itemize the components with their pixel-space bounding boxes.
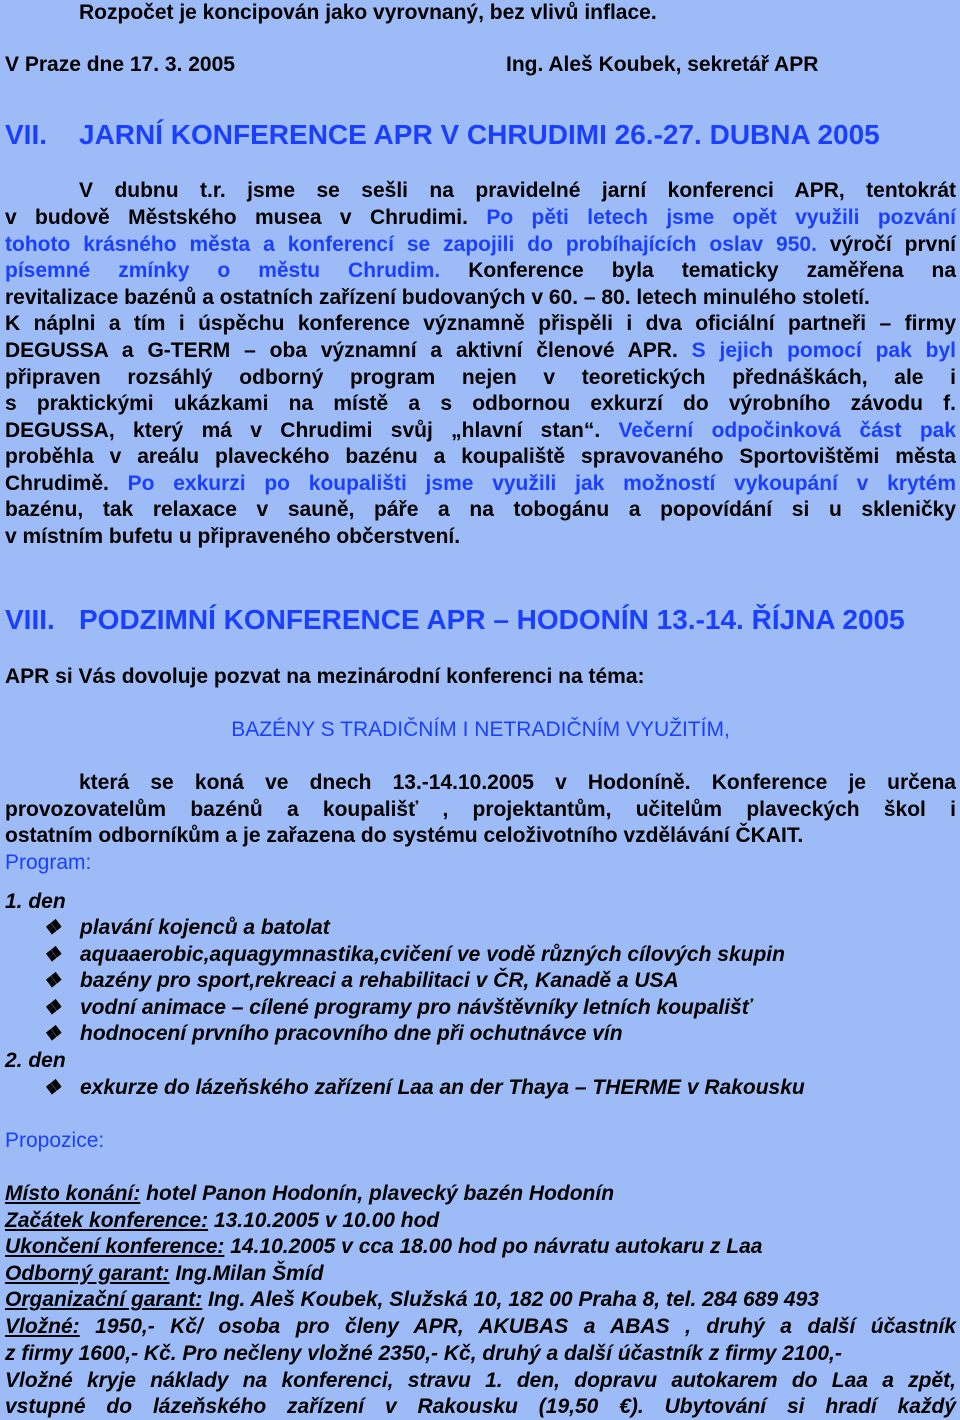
fee-line: Vložné kryje náklady na konferenci, stravu 1. den, dopravu autokarem do Laa a zpět, <box>5 1368 956 1392</box>
diamond-bullet-icon: ❖ <box>43 1023 61 1045</box>
text-span: připraven rozsáhlý odborný program nejen v teoretických přednáškách, ale i <box>5 366 956 389</box>
text-span: DEGUSSA, který má v Chrudimi svůj „hlavní stan“. <box>5 419 601 442</box>
paragraph-line <box>5 205 956 231</box>
paragraph-line <box>5 285 956 311</box>
propozice-item <box>5 1314 956 1340</box>
text-span: Konference byla tematicky zaměřena na <box>440 259 956 282</box>
program-item-text: aquaaerobic,aquagymnastika,cvičení ve vodě různých cílových skupin <box>80 942 785 966</box>
propozice-value: hotel Panon Hodonín, plavecký bazén Hodonín <box>140 1182 615 1205</box>
program-item-text: bazény pro sport,rekreaci a rehabilitaci v ČR, Kanadě a USA <box>80 969 679 992</box>
program-item-text: exkurze do lázeňského zařízení Laa an der Thaya – THERME v Rakousku <box>80 1076 805 1099</box>
text-span: Po pěti letech jsme opět využili pozvání <box>467 206 956 229</box>
propozice-item <box>5 1261 956 1287</box>
budget-note: Rozpočet je koncipován jako vyrovnaný, bez vlivů inflace. <box>79 1 657 24</box>
section8-heading <box>5 603 956 637</box>
paragraph-line <box>5 338 956 364</box>
paragraph-line <box>5 365 956 391</box>
description-line <box>5 823 956 849</box>
day1-label: 1. den <box>5 890 66 913</box>
paragraph-line <box>5 178 956 204</box>
propozice-label: Propozice: <box>5 1129 105 1152</box>
text-span: proběhla v areálu plaveckého bazénu a koupaliště spravovaného Sportovištěmi města <box>5 445 956 468</box>
propozice-value: Ing.Milan Šmíd <box>169 1261 324 1285</box>
paragraph-line <box>5 311 956 337</box>
propozice-value: 1950,- Kč/ osoba pro členy APR, AKUBAS a ABAS , druhý a další účastník <box>79 1315 956 1338</box>
diamond-bullet-icon: ❖ <box>43 970 61 992</box>
text-span: s praktickými ukázkami na místě a s odbornou exkurzí do výrobního závodu f. <box>5 392 956 415</box>
invite-text: APR si Vás dovoluje pozvat na mezinárodní konferenci na téma: <box>5 665 645 688</box>
text-span: Chrudimě. <box>5 472 109 495</box>
text-span: S jejich pomocí pak byl <box>677 339 956 362</box>
propozice-label: Ukončení konference: <box>5 1235 225 1259</box>
section8-number: VIII. <box>5 604 55 635</box>
paragraph-line <box>5 497 956 523</box>
day2-label: 2. den <box>5 1049 66 1072</box>
text-span: Konference je určena <box>690 771 956 794</box>
text-span: V dubnu t.r. jsme se sešli na pravidelné jarní konferenci APR, tentokrát <box>79 179 956 202</box>
propozice-value: Ing. Aleš Koubek, Služská 10, 182 00 Praha 8, tel. 284 689 493 <box>202 1288 819 1312</box>
section8-title: PODZIMNÍ KONFERENCE APR – HODONÍN 13.-14. ŘÍJNA 2005 <box>79 604 905 635</box>
fee-line: z firmy 1600,- Kč. Pro nečleny vložné 2350,- Kč, druhý a další účastník z firmy 2100,- <box>5 1342 842 1365</box>
diamond-bullet-icon: ❖ <box>43 1077 61 1099</box>
text-span: tohoto krásného města a konferencí se zapojili do probíhajících oslav 950. <box>5 233 817 256</box>
text-span: v místním bufetu u připraveného občerstvení. <box>5 525 461 548</box>
paragraph-line <box>5 524 956 550</box>
text-span: DEGUSSA a G-TERM – oba významní a aktivní členové APR. <box>5 339 678 362</box>
conference-theme: BAZÉNY S TRADIČNÍM I NETRADIČNÍM VYUŽITÍM, <box>231 718 730 741</box>
program-item-text: vodní animace – cílené programy pro návštěvníky letních koupališť <box>80 995 752 1019</box>
signatory: Ing. Aleš Koubek, sekretář APR <box>506 53 819 76</box>
description-line <box>5 797 956 823</box>
program-item-text: plavání kojenců a batolat <box>80 916 330 939</box>
propozice-label: Začátek konference: <box>5 1208 209 1232</box>
text-span: Po exkurzi po koupališti jsme využili jak možností vykoupání v krytém <box>108 472 956 495</box>
propozice-label: Místo konání: <box>5 1182 141 1205</box>
propozice-item <box>5 1208 956 1234</box>
propozice-label: Odborný garant: <box>5 1261 170 1285</box>
text-span: bazénu, tak relaxace v sauně, páře a na tobogánu a popovídání si u skleničky <box>5 498 956 521</box>
program-label: Program: <box>5 851 92 874</box>
text-span: Večerní odpočinková část pak <box>600 419 957 442</box>
paragraph-line <box>5 418 956 444</box>
text-span: v budově Městského musea v Chrudimi. <box>5 206 468 229</box>
section7-number: VII. <box>5 119 48 150</box>
text-span: písemné zmínky o městu Chrudim. <box>5 259 441 282</box>
diamond-bullet-icon: ❖ <box>43 996 61 1019</box>
text-span: která se koná ve dnech 13.-14.10.2005 v Hodoníně. <box>79 771 691 794</box>
propozice-value: 13.10.2005 v 10.00 hod <box>208 1208 440 1232</box>
propozice-item <box>5 1287 956 1313</box>
text-span: výročí první <box>816 233 956 256</box>
fee-line: vstupné do lázeňského zařízení v Rakousku (19,50 €). Ubytování si hradí každý <box>5 1395 956 1418</box>
section7-title: JARNÍ KONFERENCE APR V CHRUDIMI 26.-27. DUBNA 2005 <box>79 119 880 150</box>
text-span: ostatním odborníkům a je zařazena do systému celoživotního vzdělávání ČKAIT. <box>5 824 804 847</box>
propozice-item <box>5 1181 956 1207</box>
propozice-label: Organizační garant: <box>5 1288 203 1312</box>
place-date: V Praze dne 17. 3. 2005 <box>5 53 235 76</box>
text-span: revitalizace bazénů a ostatních zařízení budovaných v 60. – 80. letech minulého století. <box>5 286 870 309</box>
paragraph-line <box>5 444 956 470</box>
paragraph-line <box>5 471 956 497</box>
paragraph-line <box>5 232 956 258</box>
paragraph-line <box>5 391 956 417</box>
description-line <box>5 770 956 796</box>
text-span: K náplni a tím i úspěchu konference významně přispěli i dva oficiální partneři – firmy <box>5 312 956 335</box>
propozice-value: 14.10.2005 v cca 18.00 hod po návratu autokaru z Laa <box>224 1235 763 1259</box>
program-item-text: hodnocení prvního pracovního dne při ochutnávce vín <box>80 1022 623 1045</box>
propozice-item <box>5 1234 956 1260</box>
paragraph-line <box>5 258 956 284</box>
propozice-label: Vložné: <box>5 1315 80 1338</box>
text-span: provozovatelům bazénů a koupališť , projektantům, učitelům plaveckých škol i <box>5 798 956 821</box>
diamond-bullet-icon: ❖ <box>43 917 61 939</box>
diamond-bullet-icon: ❖ <box>43 943 61 966</box>
section7-heading <box>5 118 956 152</box>
